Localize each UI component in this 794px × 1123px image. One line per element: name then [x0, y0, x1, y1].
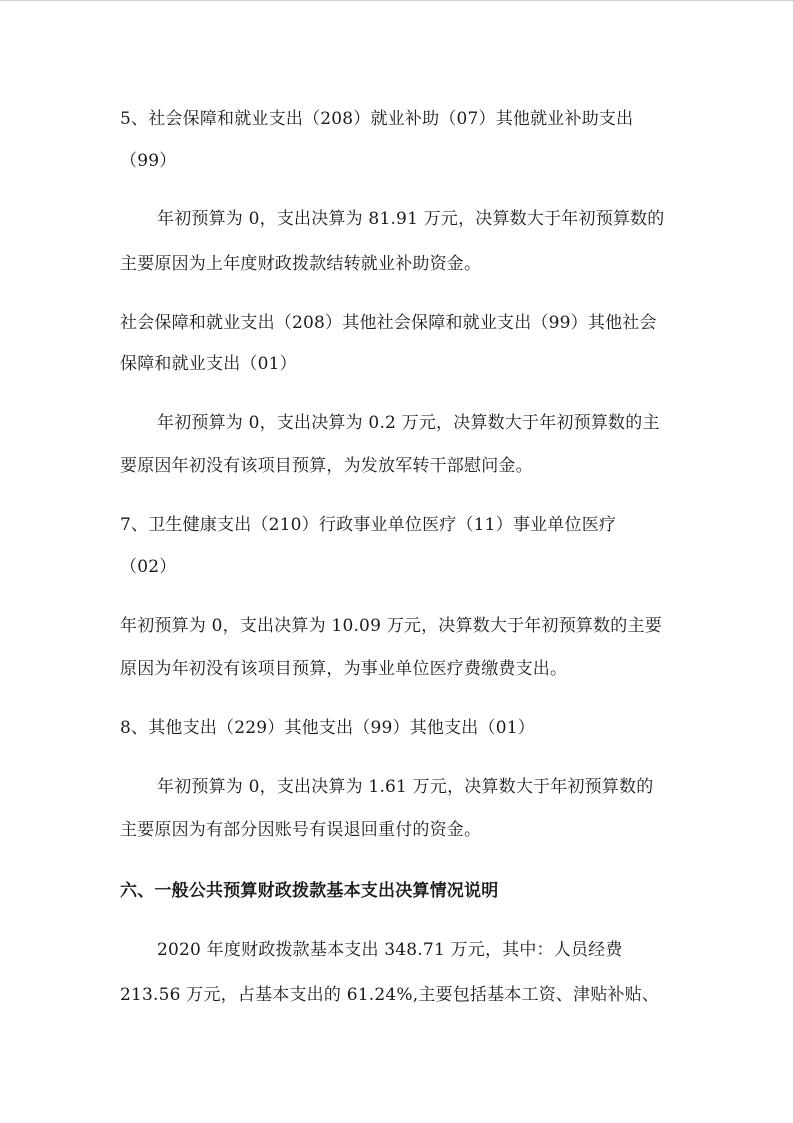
section-8-title: 8、其他支出（229）其他支出（99）其他支出（01） — [120, 718, 535, 738]
section-8-paragraph-line-2: 主要原因为有部分因账号有误退回重付的资金。 — [120, 820, 482, 840]
section-6-paragraph-line-1: 年初预算为 0，支出决算为 0.2 万元，决算数大于年初预算数的主 — [157, 413, 660, 433]
section-7-title-line-2: （02） — [120, 557, 177, 577]
section-7-paragraph-line-2: 原因为年初没有该项目预算，为事业单位医疗费缴费支出。 — [120, 659, 568, 679]
section-5-paragraph-line-2: 主要原因为上年度财政拨款结转就业补助资金。 — [120, 254, 482, 274]
section-5-paragraph-line-1: 年初预算为 0，支出决算为 81.91 万元，决算数大于年初预算数的 — [157, 209, 665, 229]
chapter-6-paragraph-line-1: 2020 年度财政拨款基本支出 348.71 万元，其中：人员经费 — [157, 940, 623, 960]
section-8-paragraph-line-1: 年初预算为 0，支出决算为 1.61 万元，决算数大于年初预算数的 — [157, 777, 654, 797]
section-5-title-line-1: 5、社会保障和就业支出（208）就业补助（07）其他就业补助支出 — [120, 109, 634, 129]
chapter-6-heading: 六、一般公共预算财政拨款基本支出决算情况说明 — [120, 881, 499, 901]
section-6-paragraph-line-2: 要原因年初没有该项目预算，为发放军转干部慰问金。 — [120, 456, 533, 476]
section-5-title-line-2: （99） — [120, 151, 177, 171]
section-7-title-line-1: 7、卫生健康支出（210）行政事业单位医疗（11）事业单位医疗 — [120, 515, 617, 535]
chapter-6-paragraph-line-2: 213.56 万元，占基本支出的 61.24%,主要包括基本工资、津贴补贴、 — [120, 985, 660, 1005]
section-6-title-line-1: 社会保障和就业支出（208）其他社会保障和就业支出（99）其他社会 — [120, 313, 657, 333]
section-6-title-line-2: 保障和就业支出（01） — [120, 354, 297, 374]
section-7-paragraph-line-1: 年初预算为 0，支出决算为 10.09 万元，决算数大于年初预算数的主要 — [120, 616, 662, 636]
